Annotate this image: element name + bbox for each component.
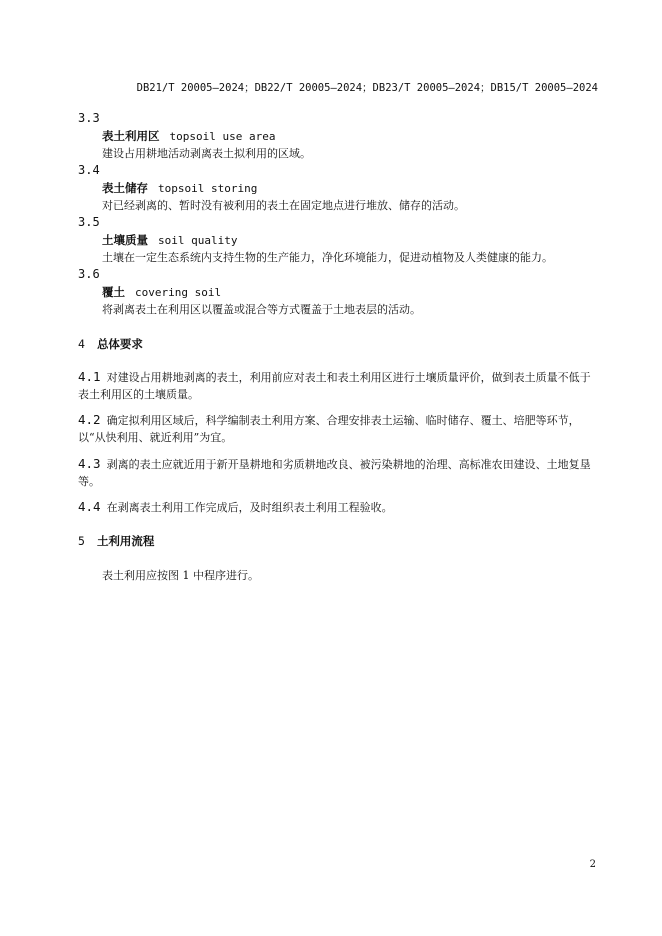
term-english: soil quality	[158, 234, 238, 247]
term-number: 3.4	[78, 163, 100, 177]
term-chinese: 表土储存	[102, 181, 148, 195]
clause	[78, 368, 598, 403]
term-heading	[102, 128, 275, 144]
clause-number: 4.3	[78, 456, 101, 471]
section-number: 5	[78, 534, 85, 548]
term-heading	[102, 284, 221, 300]
clause-text: 剥离的表土应就近用于新开垦耕地和劣质耕地改良、被污染耕地的治理、高标准农田建设、土地复垦等。	[78, 458, 591, 488]
term-heading	[102, 232, 237, 248]
clause	[78, 498, 598, 516]
term-english: covering soil	[135, 286, 222, 299]
term-definition: 将剥离表土在利用区以覆盖或混合等方式覆盖于土地表层的活动。	[102, 303, 421, 316]
clause-number: 4.4	[78, 499, 101, 514]
term-number: 3.5	[78, 215, 100, 229]
clause-number: 4.2	[78, 412, 101, 427]
term-chinese: 表土利用区	[102, 129, 160, 143]
clause	[78, 411, 598, 446]
term-number: 3.3	[78, 111, 100, 125]
section-title: 总体要求	[96, 337, 143, 351]
section-heading	[78, 336, 143, 352]
clause-number: 4.1	[78, 369, 101, 384]
term-english: topsoil storing	[158, 182, 258, 195]
term-number: 3.6	[78, 267, 100, 281]
term-definition: 土壤在一定生态系统内支持生物的生产能力，净化环境能力，促进动植物及人类健康的能力。	[102, 251, 553, 264]
clause-text: 确定拟利用区域后，科学编制表土利用方案、合理安排表土运输、临时储存、覆土、培肥等环节，以“从快利用、就近利用”为宜。	[78, 414, 580, 444]
term-english: topsoil use area	[169, 130, 276, 143]
term-heading	[102, 180, 257, 196]
clause-text: 在剥离表土利用工作完成后，及时组织表土利用工程验收。	[106, 501, 393, 514]
body-paragraph: 表土利用应按图 1 中程序进行。	[102, 569, 259, 582]
clause	[78, 455, 598, 490]
term-chinese: 覆土	[102, 285, 125, 299]
section-number: 4	[78, 337, 85, 351]
term-chinese: 土壤质量	[102, 233, 148, 247]
clause-text: 对建设占用耕地剥离的表土，利用前应对表土和表土利用区进行土壤质量评价，做到表土质量不低于表土利用区的土壤质量。	[78, 371, 591, 401]
standard-header: DB21/T 20005—2024；DB22/T 20005—2024；DB23/T 20005—2024；DB15/T 20005—2024	[136, 82, 598, 94]
page-number: 2	[589, 859, 596, 870]
term-definition: 建设占用耕地活动剥离表土拟利用的区域。	[102, 147, 311, 160]
section-heading	[78, 533, 154, 549]
section-title: 土利用流程	[96, 534, 155, 548]
term-definition: 对已经剥离的、暂时没有被利用的表土在固定地点进行堆放、储存的活动。	[102, 199, 465, 212]
